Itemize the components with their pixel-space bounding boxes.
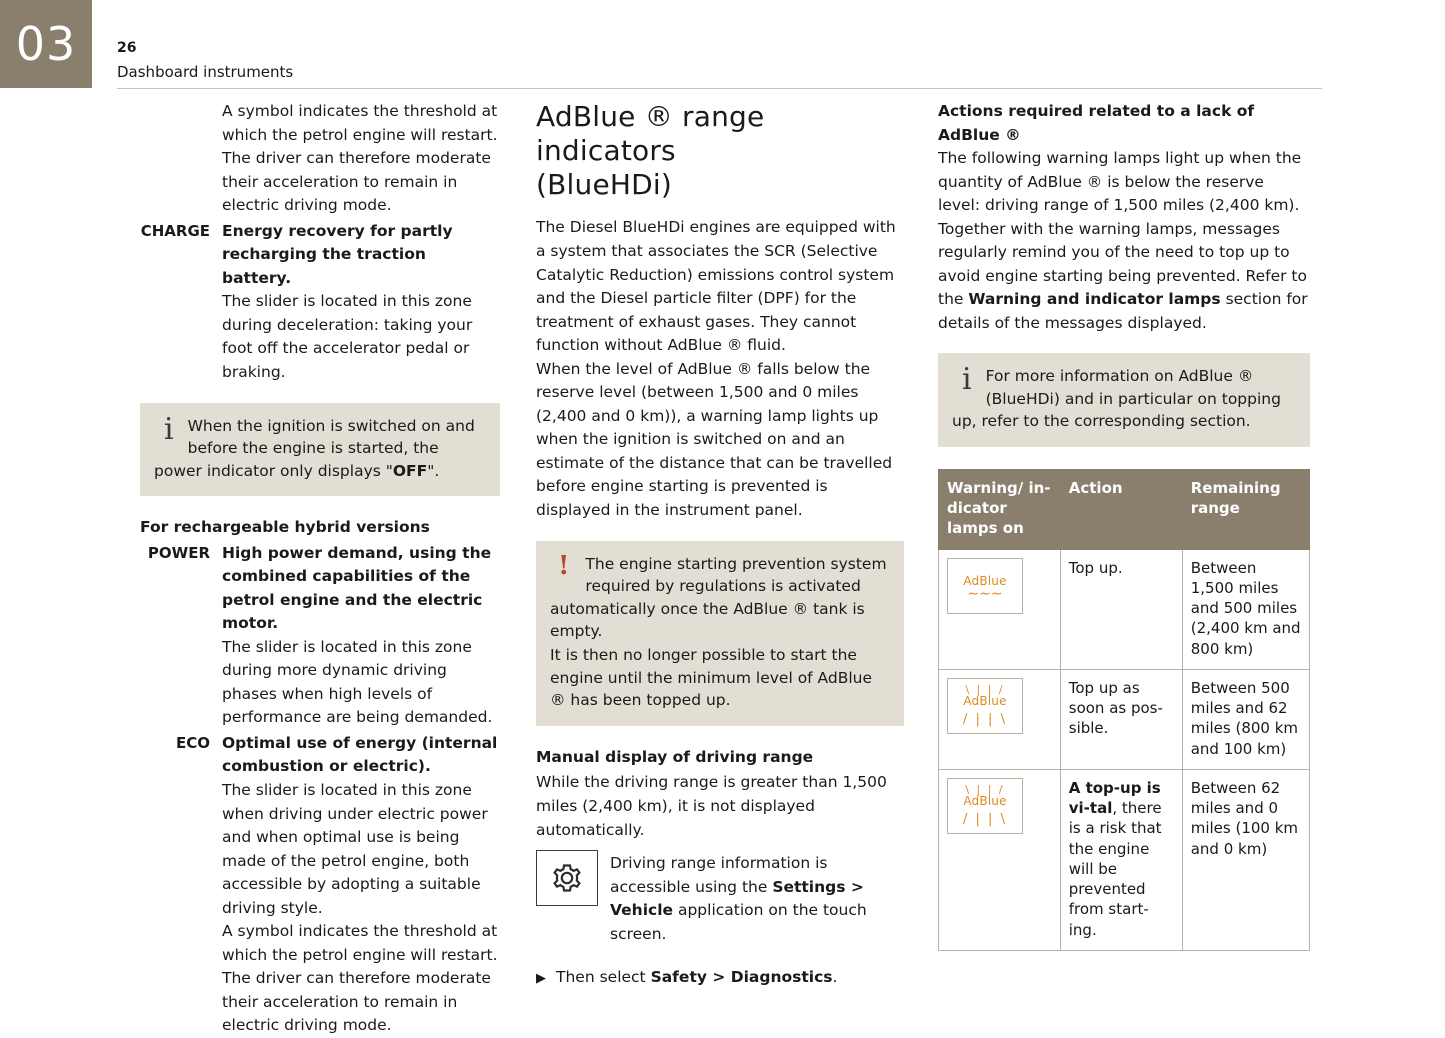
adblue-paragraph-two: When the level of AdBlue ® falls below the reserve level (between 1,500 and 0 miles (2,400 and 0 km)), a warning lamp lights up when the ignition is switched on and an estimate of the distance that can be travelled before engine starting is prevented is displayed in the instrument panel.	[536, 359, 893, 520]
adblue-flashing-lamp-icon	[947, 778, 1023, 834]
adblue-lamp-label: AdBlue	[963, 573, 1007, 588]
ignition-info-text-before: When the ignition is switched on and before the engine is started, the power indicator only displays "	[154, 416, 475, 480]
adblue-lamp-rays-top: \ | | /	[965, 682, 1005, 696]
manual-display-subheading: Manual display of driving range	[536, 747, 814, 766]
column-three	[938, 100, 1310, 951]
adblue-lamp-rays-bottom: / | | \	[963, 711, 1007, 727]
adblue-lamp-rays-bottom: / | | \	[963, 811, 1007, 827]
eco-term-block	[140, 732, 500, 779]
settings-text-before: Driving range information is accessible using the	[610, 854, 828, 896]
engine-prevention-warning-box	[536, 541, 904, 726]
table-cell-action: Top up.	[1060, 549, 1182, 669]
table-row	[939, 669, 1310, 769]
adblue-more-info-text: For more information on AdBlue ® (BlueHDi) and in particular on topping up, refer to the corresponding section.	[952, 367, 1281, 431]
table-header-lamps: Warning/ in-dicator lamps on	[939, 469, 1061, 549]
rechargeable-hybrid-subheading: For rechargeable hybrid versions	[140, 517, 430, 536]
adblue-section-title-line2: (BlueHDi)	[536, 168, 673, 202]
adblue-lamp-wave: ∼∼∼	[967, 585, 1003, 602]
settings-instruction-text	[610, 850, 904, 946]
charge-term-block	[140, 220, 500, 291]
eco-description: The slider is located in this zone when driving under electric power and when optimal use is being made of the petrol engine, both accessible by adopting a suitable driving style.	[222, 780, 488, 917]
eco-bold-text: Optimal use of energy (internal combustion or electric).	[222, 733, 498, 776]
table-cell-range: Between 62 miles and 0 miles (100 km and 0 km)	[1182, 769, 1309, 950]
table-header-action: Action	[1060, 469, 1182, 549]
triangle-right-icon: ▶	[536, 971, 546, 987]
actions-required-heading: Actions required related to a lack of AdBlue ®	[938, 102, 1255, 144]
info-icon: i	[962, 362, 972, 398]
table-header-row	[939, 469, 1310, 549]
adblue-actions-table	[938, 469, 1310, 951]
then-select-path-bold: Safety > Diagnostics	[650, 968, 833, 987]
page-number: 26	[117, 40, 137, 56]
header-divider	[117, 88, 1322, 89]
settings-instruction-row	[536, 850, 904, 946]
table-cell-range: Between 1,500 miles and 500 miles (2,400 km and 800 km)	[1182, 549, 1309, 669]
table-row	[939, 549, 1310, 669]
adblue-more-info-box	[938, 353, 1310, 446]
manual-display-paragraph: While the driving range is greater than 1,500 miles (2,400 km), it is not displayed automatically.	[536, 773, 887, 839]
info-icon: i	[164, 411, 174, 447]
eco-description-two: A symbol indicates the threshold at which the petrol engine will restart. The driver can therefore moderate their acceleration to remain in electric driving mode.	[222, 922, 498, 1035]
adblue-lamp-rays-top: \ | | /	[965, 782, 1005, 796]
column-one	[140, 100, 500, 1038]
adblue-warning-lamp-icon	[947, 558, 1023, 614]
power-description: The slider is located in this zone during more dynamic driving phases when high levels of performance are being demanded.	[222, 637, 493, 727]
table-row	[939, 769, 1310, 950]
then-select-text	[556, 966, 837, 990]
page-header	[117, 40, 617, 81]
adblue-section-title-line1: AdBlue ® range indicators	[536, 100, 765, 168]
then-select-row	[536, 966, 904, 990]
gear-icon	[536, 850, 598, 906]
table-cell-range: Between 500 miles and 62 miles (800 km and 100 km)	[1182, 669, 1309, 769]
adblue-section-title	[536, 100, 904, 202]
warning-exclamation-icon: !	[558, 550, 570, 581]
charge-bold-text: Energy recovery for partly recharging the traction battery.	[222, 221, 453, 287]
table-cell-action-bold: A top-up is vi-tal	[1068, 778, 1161, 818]
warning-lamps-bold-reference: Warning and indicator lamps	[968, 290, 1221, 309]
adblue-lamp-label: AdBlue	[963, 793, 1007, 808]
power-term-label: POWER	[147, 543, 210, 562]
then-select-text-before: Then select	[556, 968, 651, 987]
adblue-paragraph-one: The Diesel BlueHDi engines are equipped with a system that associates the SCR (Selective Catalytic Reduction) emissions control system and the Diesel particle filter (DPF) for the treatment of exhaust gases. They cannot function without AdBlue ® fluid.	[536, 218, 896, 355]
table-cell-lamp	[939, 669, 1061, 769]
chapter-number-badge	[0, 0, 92, 88]
power-term-block	[140, 542, 500, 636]
adblue-flashing-lamp-icon	[947, 678, 1023, 734]
table-cell-action: Top up as soon as pos-sible.	[1060, 669, 1182, 769]
intro-paragraph: A symbol indicates the threshold at which the petrol engine will restart. The driver can therefore moderate their acceleration to remain in electric driving mode.	[222, 102, 498, 215]
settings-path-bold: Settings > Vehicle	[610, 877, 864, 920]
settings-text-after: application on the touch screen.	[610, 901, 867, 943]
power-term-body	[222, 542, 500, 636]
table-cell-action	[1060, 769, 1182, 950]
actions-required-paragraph	[938, 147, 1310, 335]
table-cell-lamp	[939, 769, 1061, 950]
eco-term-body	[222, 732, 500, 779]
charge-description: The slider is located in this zone during deceleration: taking your foot off the accelerator pedal or braking.	[222, 292, 473, 382]
power-bold-text: High power demand, using the combined capabilities of the petrol engine and the electric motor.	[222, 543, 492, 633]
ignition-info-bold: OFF	[392, 461, 428, 480]
charge-term-body	[222, 220, 500, 291]
warning-box-paragraph-one: The engine starting prevention system required by regulations is activated automatically once the AdBlue ® tank is empty.	[550, 554, 887, 640]
charge-term-label: CHARGE	[140, 221, 210, 240]
chapter-number: 03	[15, 17, 77, 71]
eco-term-label: ECO	[175, 733, 210, 752]
table-header-range: Remaining range	[1182, 469, 1309, 549]
chapter-title: Dashboard instruments	[117, 62, 294, 81]
column-two	[536, 100, 904, 990]
adblue-lamp-label: AdBlue	[963, 693, 1007, 708]
warning-box-paragraph-two: It is then no longer possible to start the engine until the minimum level of AdBlue ® has been topped up.	[550, 646, 873, 710]
actions-paragraph-part-a: The following warning lamps light up when the quantity of AdBlue ® is below the reserve level: driving range of 1,500 miles (2,400 km). Together with the warning lamps, messages regularly remind you of the need to top up to avoid engine starting being prevented. Refer to the	[938, 149, 1307, 309]
table-cell-lamp	[939, 549, 1061, 669]
then-select-text-after: .	[832, 968, 838, 987]
table-cell-action-rest: , there is a risk that the engine will be prevented from start-ing.	[1068, 799, 1162, 939]
ignition-info-text-after: ".	[427, 461, 440, 480]
ignition-info-box	[140, 403, 500, 496]
actions-paragraph-part-b: section for details of the messages displayed.	[938, 290, 1308, 332]
